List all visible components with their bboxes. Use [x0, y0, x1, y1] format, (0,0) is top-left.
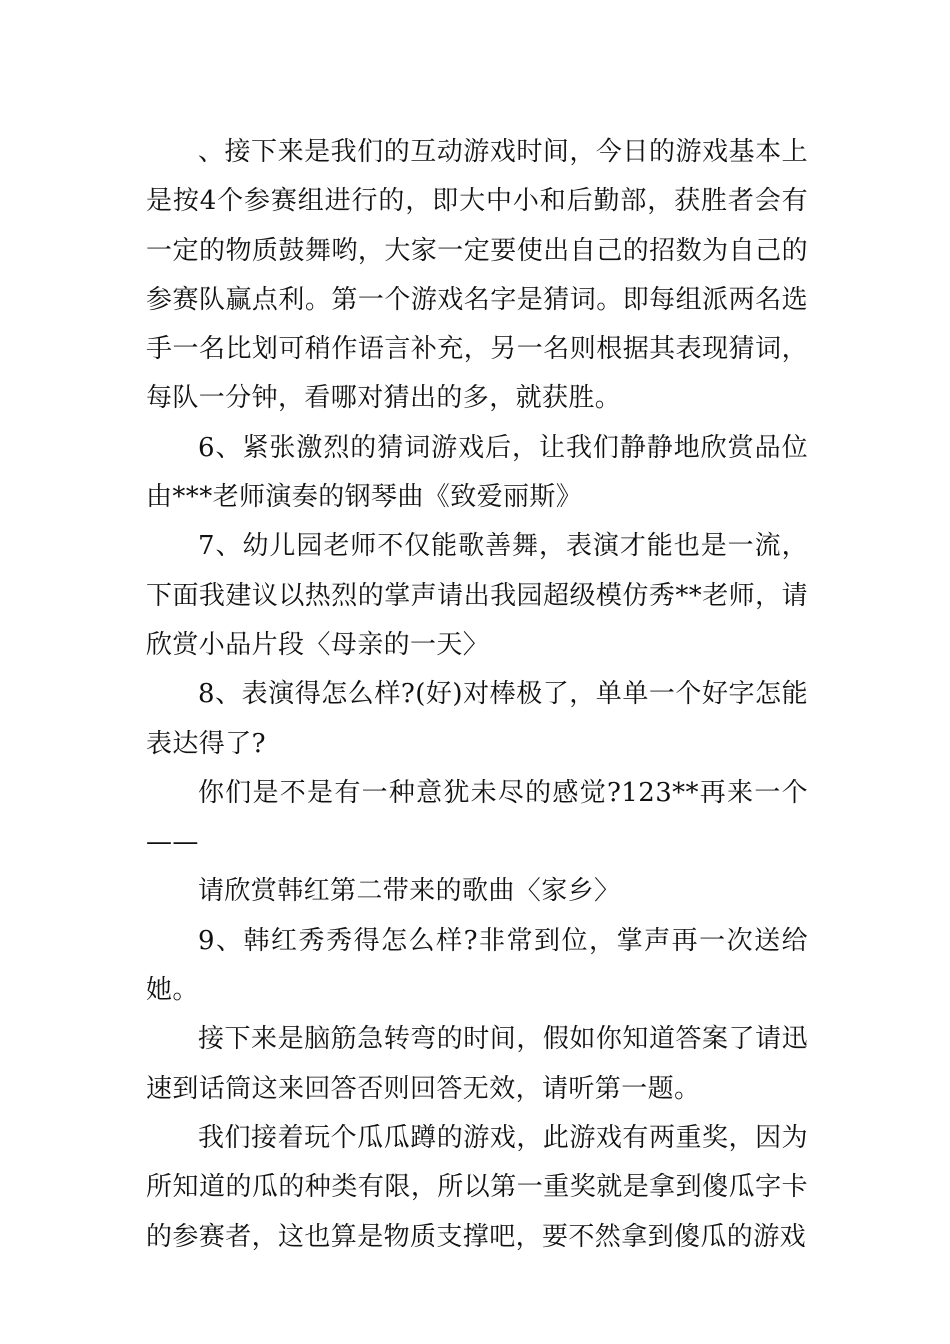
paragraph-performance-praise: 8、表演得怎么样?(好)对棒极了，单单一个好字怎能表达得了? — [146, 679, 808, 759]
paragraph-song-hometown: 请欣赏韩红第二带来的歌曲〈家乡〉 — [198, 876, 621, 907]
paragraph-imitation-show: 7、幼儿园老师不仅能歌善舞，表演才能也是一流，下面我建议以热烈的掌声请出我园超级模仿秀**老师，请欣赏小品片段〈母亲的一天〉 — [146, 531, 808, 660]
paragraph-encore: 你们是不是有一种意犹未尽的感觉?123**再来一个—— — [146, 777, 808, 858]
document-body — [146, 128, 808, 1262]
paragraph-melon-game: 我们接着玩个瓜瓜蹲的游戏，此游戏有两重奖，因为所知道的瓜的种类有限，所以第一重奖就是拿到傻瓜字卡的参赛者，这也算是物质支撑吧，要不然拿到傻瓜的游戏 — [146, 1122, 808, 1252]
paragraph-piano-piece: 6、紧张激烈的猜词游戏后，让我们静静地欣赏品位由***老师演奏的钢琴曲《致爱丽斯》 — [146, 432, 808, 513]
paragraph-brain-teaser: 接下来是脑筋急转弯的时间，假如你知道答案了请迅速到话筒这来回答否则回答无效，请听第一题。 — [146, 1024, 808, 1104]
paragraph-applause: 9、韩红秀秀得怎么样?非常到位，掌声再一次送给她。 — [146, 925, 808, 1006]
paragraph-interactive-game: 、接下来是我们的互动游戏时间，今日的游戏基本上是按4个参赛组进行的，即大中小和后勤部，获胜者会有一定的物质鼓舞哟，大家一定要使出自己的招数为自己的参赛队赢点利。第一个游戏名字是猜词。即每组派两名选手一名比划可稍作语言补充，另一名则根据其表现猜词，每队一分钟，看哪对猜出的多，就获胜。 — [146, 137, 808, 414]
